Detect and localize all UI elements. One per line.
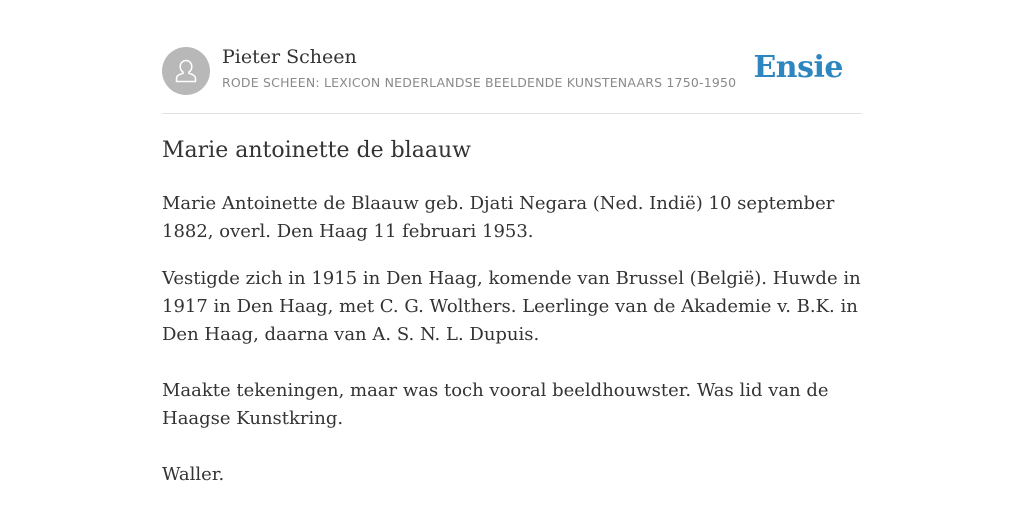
author-name[interactable]: Pieter Scheen [222, 46, 357, 68]
article-body [162, 190, 862, 489]
author-avatar[interactable] [162, 47, 210, 95]
page-container [162, 0, 862, 485]
source-title[interactable]: RODE SCHEEN: LEXICON NEDERLANDSE BEELDENDE KUNSTENAARS 1750-1950 [222, 75, 737, 90]
ensie-logo[interactable]: Ensie [753, 50, 843, 85]
article-paragraph: Maakte tekeningen, maar was toch vooral beeldhouwster. Was lid van de Haagse Kunstkring. [162, 380, 829, 429]
user-icon [171, 56, 201, 86]
article-title: Marie antoinette de blaauw [162, 138, 471, 163]
article-paragraph: Vestigde zich in 1915 in Den Haag, komende van Brussel (België). Huwde in 1917 in Den Haag, met C. G. Wolthers. Leerlinge van de Akademie v. B.K. in Den Haag, daarna van A. S. N. L. Dupuis. [162, 268, 861, 345]
article-paragraph: Marie Antoinette de Blaauw geb. Djati Negara (Ned. Indië) 10 september 1882, overl. Den Haag 11 februari 1953. [162, 193, 835, 242]
article-header [162, 0, 862, 114]
article-paragraph: Waller. [162, 464, 225, 485]
